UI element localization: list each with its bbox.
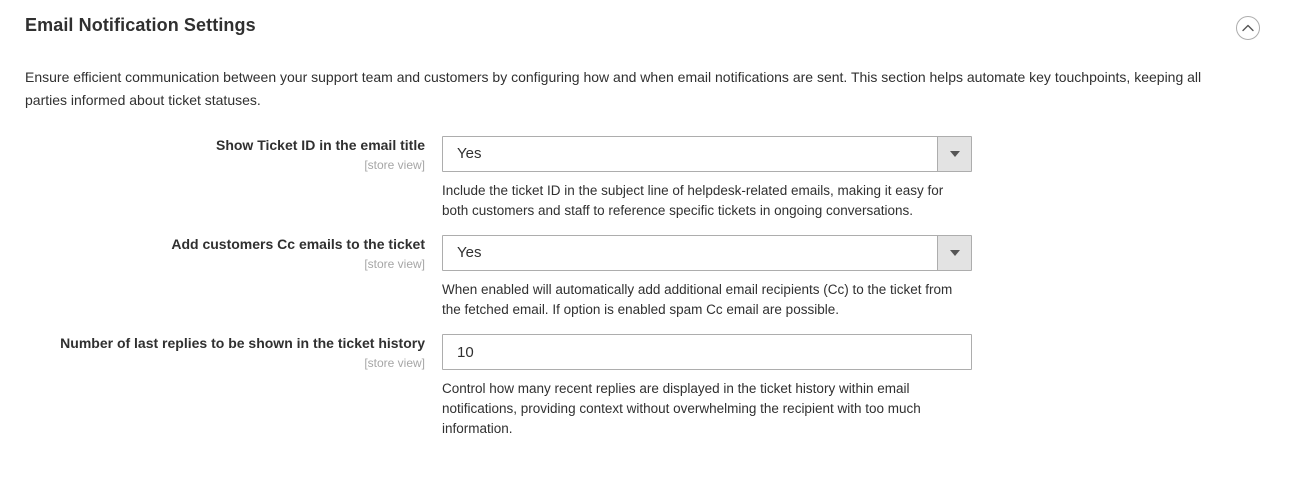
field-label: Add customers Cc emails to the ticket [171, 236, 425, 252]
field-note: Control how many recent replies are displayed in the ticket history within email notifications, providing context without overwhelming the recipient with too much information. [442, 381, 921, 436]
field-label: Number of last replies to be shown in the ticket history [60, 335, 425, 351]
field-scope: [store view] [364, 158, 425, 172]
show-ticket-id-select[interactable] [442, 136, 972, 172]
chevron-up-circle-icon[interactable] [1236, 16, 1260, 40]
field-scope: [store view] [364, 257, 425, 271]
select-wrapper [442, 136, 972, 172]
field-label: Show Ticket ID in the email title [215, 137, 425, 153]
field-row [0, 334, 1301, 439]
page-title: Email Notification Settings [25, 15, 256, 35]
field-scope: [store view] [364, 356, 425, 370]
number-of-last-replies-input[interactable] [442, 334, 972, 370]
field-note: When enabled will automatically add additional email recipients (Cc) to the ticket from the fetched email. If option is enabled spam Cc email are possible. [442, 282, 953, 317]
field-row [0, 235, 1301, 320]
field-control-column [425, 235, 972, 320]
field-label-column [0, 334, 425, 371]
settings-field-list [0, 136, 1301, 439]
field-control-column [425, 136, 972, 221]
field-row [0, 136, 1301, 221]
section-description: Ensure efficient communication between your support team and customers by configuring how and when email notifications are sent. This section helps automate key touchpoints, keeping all parties informed about ticket statuses. [25, 69, 1202, 108]
section-header [0, 0, 1301, 40]
field-note: Include the ticket ID in the subject line of helpdesk-related emails, making it easy for both customers and staff to reference specific tickets in ongoing conversations. [442, 183, 944, 218]
field-label-column [0, 136, 425, 173]
field-control-column [425, 334, 972, 439]
field-label-column [0, 235, 425, 272]
select-wrapper [442, 235, 972, 271]
add-customers-cc-emails-select[interactable] [442, 235, 972, 271]
